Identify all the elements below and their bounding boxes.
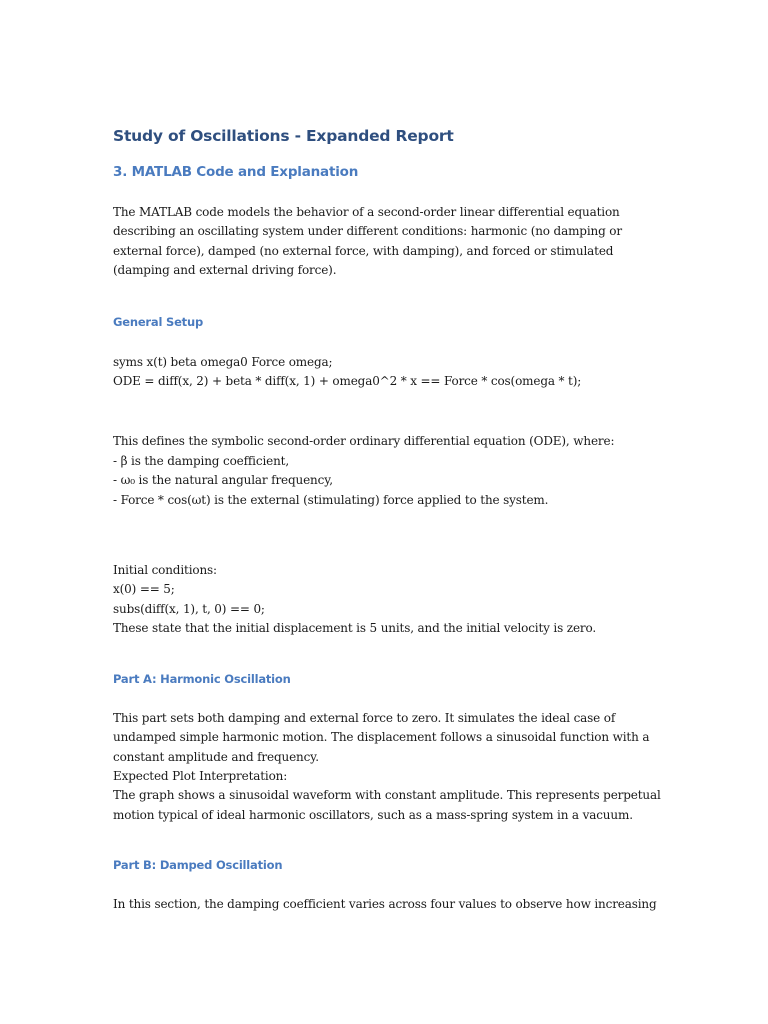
part-a-line: constant amplitude and frequency.: [113, 749, 319, 764]
initial-conditions-paragraph: [113, 561, 658, 639]
part-a-line: Expected Plot Interpretation:: [113, 768, 288, 783]
part-a-paragraph: [113, 709, 661, 825]
general-setup-heading: General Setup: [113, 314, 204, 329]
part-a-line: The graph shows a sinusoidal waveform with constant amplitude. This represents perpetual: [113, 788, 661, 803]
code-line: syms x(t) beta omega0 Force omega;: [113, 354, 333, 369]
code-line: ODE = diff(x, 2) + beta * diff(x, 1) + omega0^2 * x == Force * cos(omega * t);: [113, 374, 582, 389]
section-heading: 3. MATLAB Code and Explanation: [113, 164, 359, 180]
initial-condition-line: These state that the initial displacement is 5 units, and the initial velocity is zero.: [113, 621, 597, 636]
part-a-line: motion typical of ideal harmonic oscillators, such as a mass-spring system in a vacuum.: [113, 807, 633, 822]
definition-line: This defines the symbolic second-order ordinary differential equation (ODE), where:: [113, 434, 615, 449]
definition-line: - β is the damping coefficient,: [113, 453, 290, 468]
part-b-heading: Part B: Damped Oscillation: [113, 858, 283, 873]
intro-line: describing an oscillating system under different conditions: harmonic (no damping or: [113, 224, 622, 239]
definition-line: - Force * cos(ωt) is the external (stimulating) force applied to the system.: [113, 492, 549, 507]
part-a-line: undamped simple harmonic motion. The displacement follows a sinusoidal function with a: [113, 730, 650, 745]
code-block: [113, 353, 658, 392]
initial-condition-line: subs(diff(x, 1), t, 0) == 0;: [113, 601, 265, 616]
intro-line: external force), damped (no external force, with damping), and forced or stimulated: [113, 243, 614, 258]
document-title: Study of Oscillations - Expanded Report: [113, 127, 454, 145]
intro-line: (damping and external driving force).: [113, 263, 337, 278]
definition-line: - ω₀ is the natural angular frequency,: [113, 473, 333, 488]
intro-line: The MATLAB code models the behavior of a second-order linear differential equation: [113, 205, 620, 219]
intro-paragraph: [113, 203, 658, 281]
part-b-paragraph: [113, 895, 658, 914]
part-a-heading: Part A: Harmonic Oscillation: [113, 671, 291, 686]
initial-condition-line: Initial conditions:: [113, 563, 217, 578]
definition-paragraph: [113, 432, 658, 510]
document-content: [113, 124, 661, 915]
part-a-line: This part sets both damping and external force to zero. It simulates the ideal case of: [113, 710, 616, 725]
initial-condition-line: x(0) == 5;: [113, 582, 175, 597]
part-b-line: In this section, the damping coefficient varies across four values to observe how increasing: [113, 897, 657, 912]
